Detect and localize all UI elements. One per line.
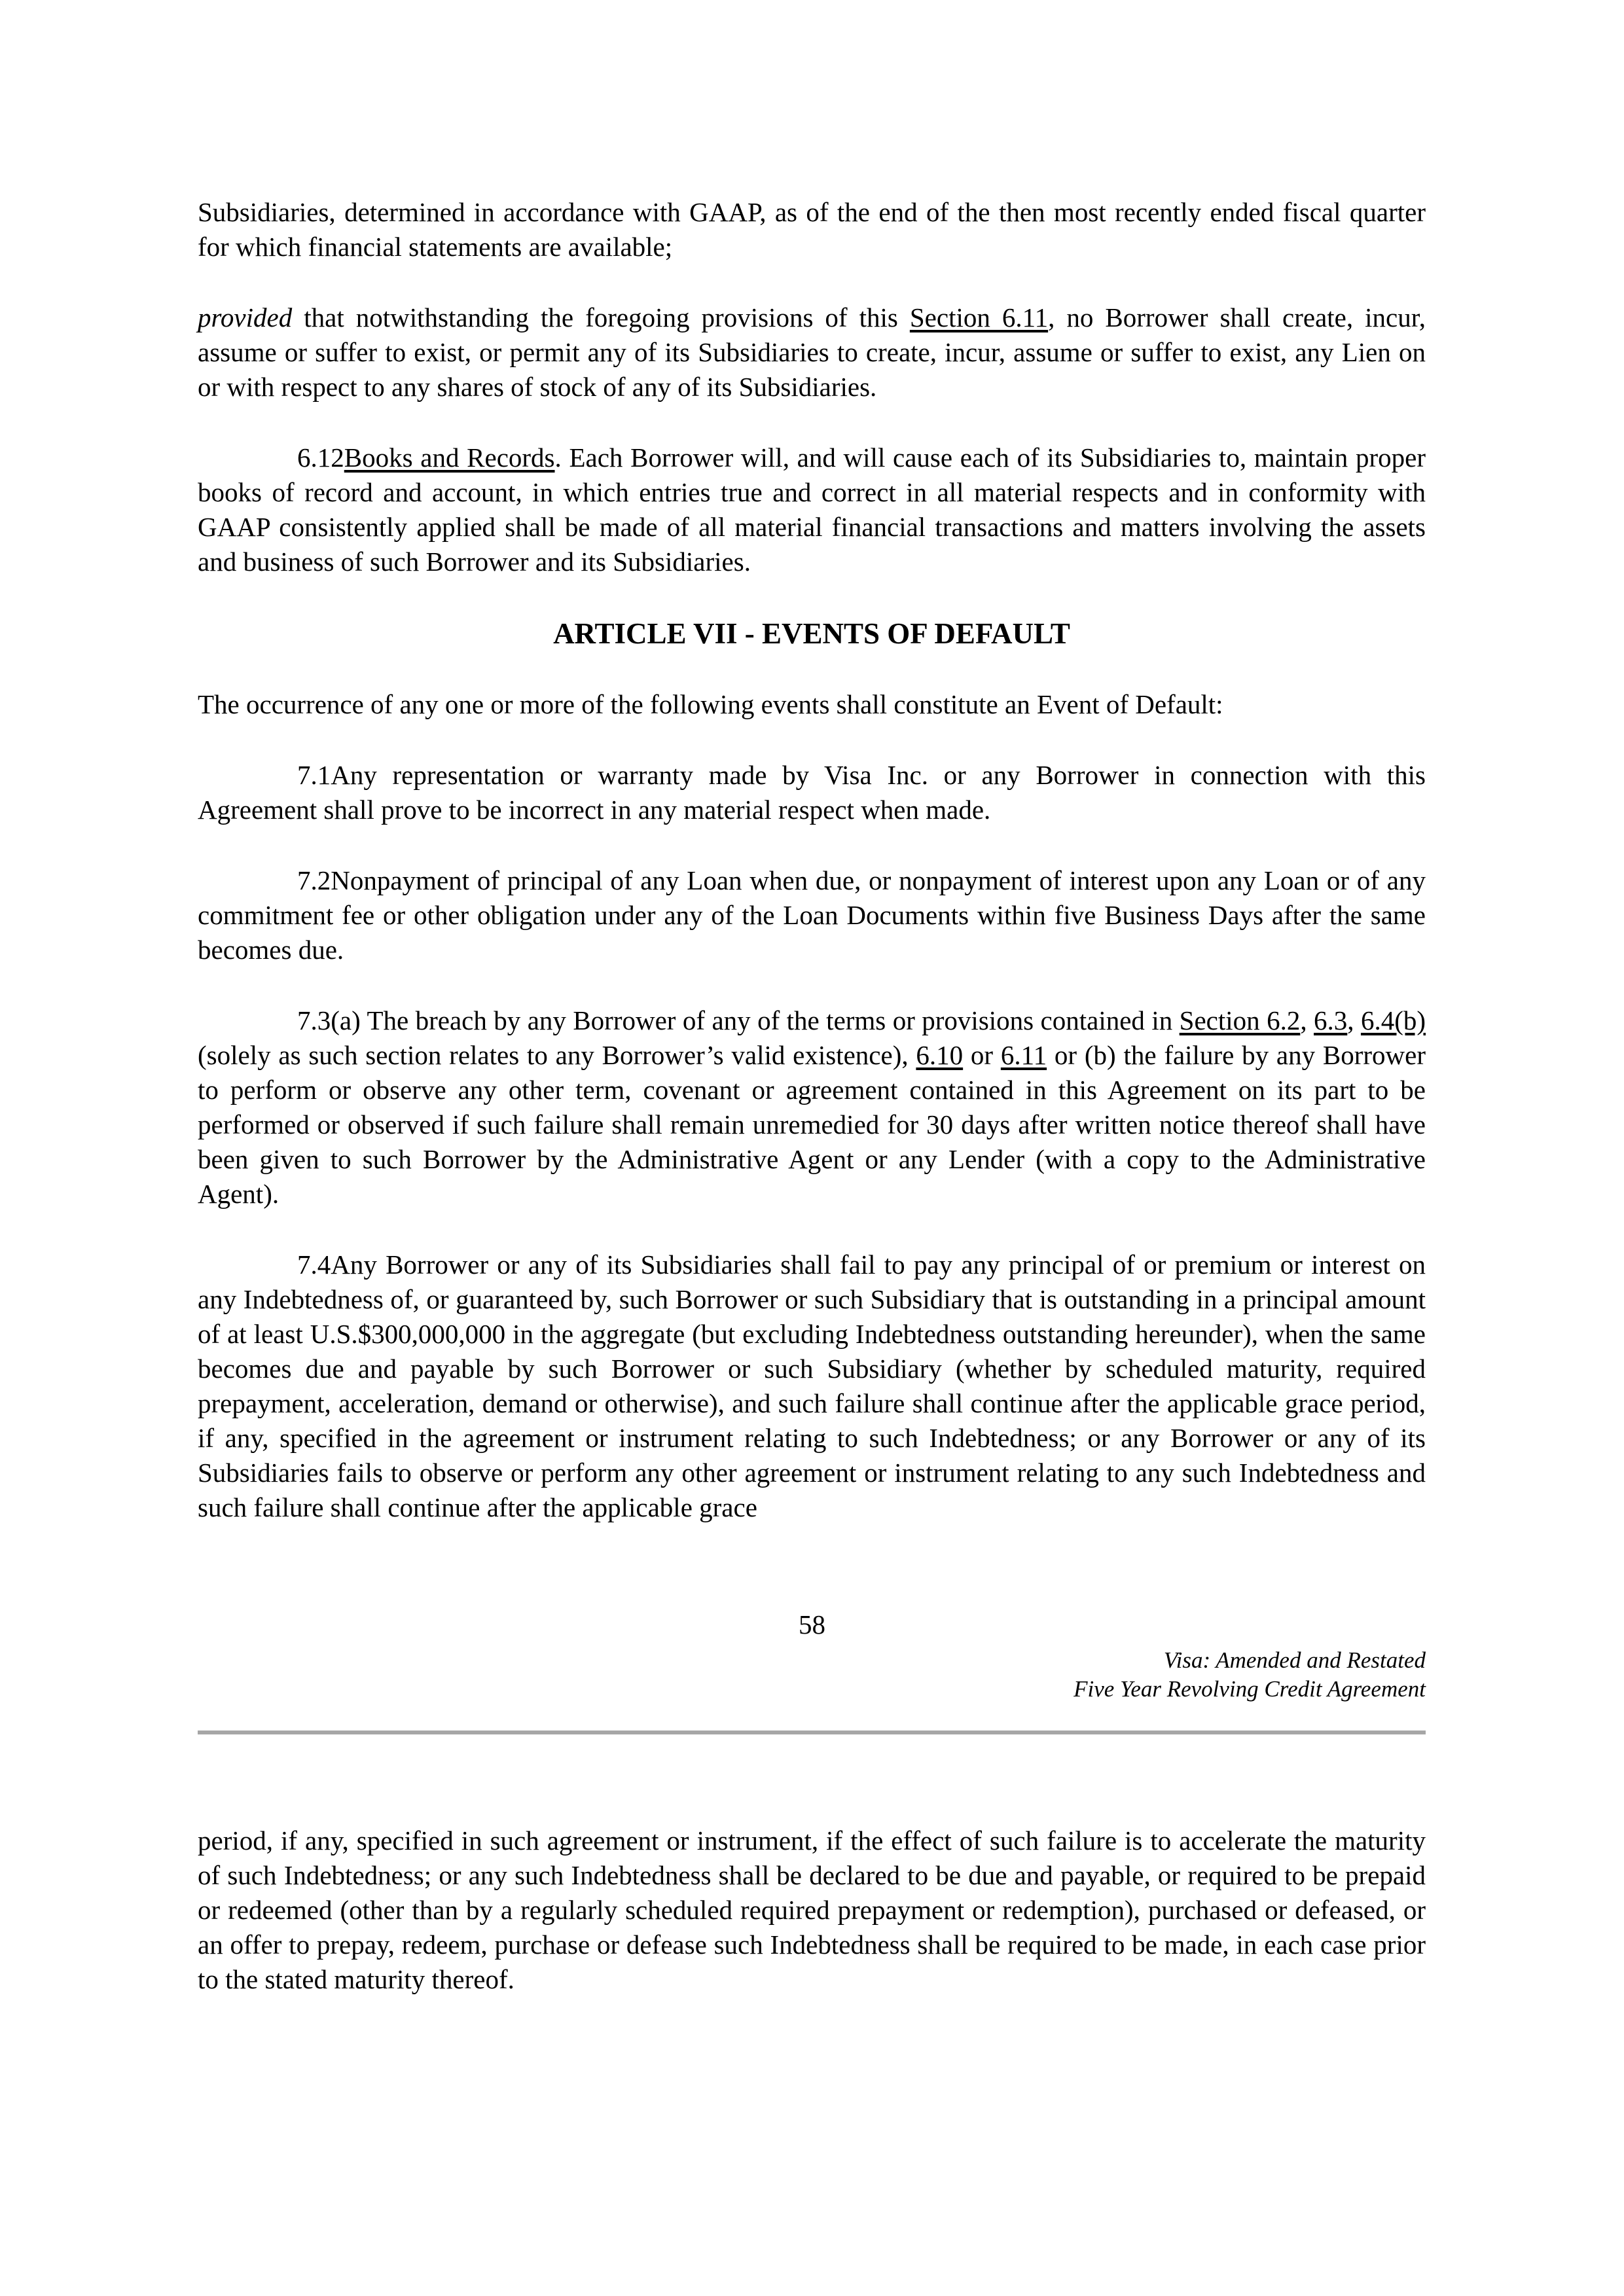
section-7-4-continued: period, if any, specified in such agreement or instrument, if the effect of such failure is to accelerate the maturity of such Indebtedness; or any such Indebtedness shall be declared to be due and payable, or required to be prepaid or redeemed (other than by a regularly scheduled required prepayment or redemption), purchased or defeased, or an offer to prepay, redeem, purchase or defease such Indebtedness shall be required to be made, in each case prior to the stated maturity thereof.: [198, 1825, 1426, 1994]
proviso-italic: provided: [198, 302, 293, 332]
section-6-10-reference[interactable]: 6.10: [916, 1040, 964, 1070]
section-7-1: 7.1Any representation or warranty made by Visa Inc. or any Borrower in connection with this Agreement shall prove to be incorrect in any material respect when made.: [198, 760, 1426, 825]
paragraph-proviso: provided that notwithstanding the foregoing provisions of this Section 6.11, no Borrower shall create, incur, assume or suffer to exist, or permit any of its Subsidiaries to create, incur, assume or suffer to exist, any Lien on or with respect to any shares of stock of any of its Subsidiaries.: [198, 302, 1426, 402]
section-6-4b-reference[interactable]: 6.4(b): [1360, 1005, 1426, 1035]
paragraph-subsidiaries-continued: Subsidiaries, determined in accordance with GAAP, as of the end of the then most recently ended fiscal quarter for which financial statements are available;: [198, 197, 1426, 262]
page-58-body: [198, 195, 1426, 1525]
section-7-3: 7.3(a) The breach by any Borrower of any of the terms or provisions contained in Section 6.2, 6.3, 6.4(b) (solely as such section relates to any Borrower’s valid existence), 6.10 or 6.11 or (b) the failure by any Borrower to perform or observe any other term, covenant or agreement contained in this Agreement on its part to be performed or observed if such failure shall remain unremedied for 30 days after written notice thereof shall have been given to such Borrower by the Administrative Agent or any Lender (with a copy to the Administrative Agent).: [198, 1005, 1426, 1209]
section-7-4: 7.4Any Borrower or any of its Subsidiaries shall fail to pay any principal of or premium or interest on any Indebtedness of, or guaranteed by, such Borrower or such Subsidiary that is outstanding in a principal amount of at least U.S.$300,000,000 in the aggregate (but excluding Indebtedness outstanding hereunder), when the same becomes due and payable by such Borrower or such Subsidiary (whether by scheduled maturity, required prepayment, acceleration, demand or otherwise), and such failure shall continue after the applicable grace period, if any, specified in the agreement or instrument relating to such Indebtedness; or any Borrower or any of its Subsidiaries fails to observe or perform any other agreement or instrument relating to any such Indebtedness and such failure shall continue after the applicable grace: [198, 1249, 1426, 1522]
footer-line-1: Visa: Amended and Restated: [1163, 1647, 1426, 1673]
section-6-11-reference[interactable]: Section 6.11: [909, 302, 1049, 332]
page-footer: [851, 1646, 1426, 1704]
events-of-default-intro: The occurrence of any one or more of the following events shall constitute an Event of Default:: [198, 689, 1223, 719]
page-59-body: [198, 1823, 1426, 1997]
footer-line-2: Five Year Revolving Credit Agreement: [1074, 1676, 1426, 1702]
page-divider: [198, 1731, 1426, 1734]
section-6-12: 6.12Books and Records. Each Borrower will, and will cause each of its Subsidiaries to, maintain proper books of record and account, in which entries true and correct in all material respects and in conformity with GAAP consistently applied shall be made of all material financial transactions and matters involving the assets and business of such Borrower and its Subsidiaries.: [198, 442, 1426, 577]
section-7-2: 7.2Nonpayment of principal of any Loan when due, or nonpayment of interest upon any Loan or of any commitment fee or other obligation under any of the Loan Documents within five Business Days after the same becomes due.: [198, 865, 1426, 965]
section-6-3-reference[interactable]: 6.3: [1314, 1005, 1348, 1035]
section-6-2-reference[interactable]: Section 6.2: [1179, 1005, 1301, 1035]
section-6-11-reference-2[interactable]: 6.11: [1000, 1040, 1047, 1070]
article-vii-heading: ARTICLE VII - EVENTS OF DEFAULT: [553, 617, 1070, 650]
page-number: 58: [799, 1609, 825, 1640]
section-6-12-number: 6.12: [297, 442, 344, 473]
section-6-12-title: Books and Records: [344, 442, 555, 473]
